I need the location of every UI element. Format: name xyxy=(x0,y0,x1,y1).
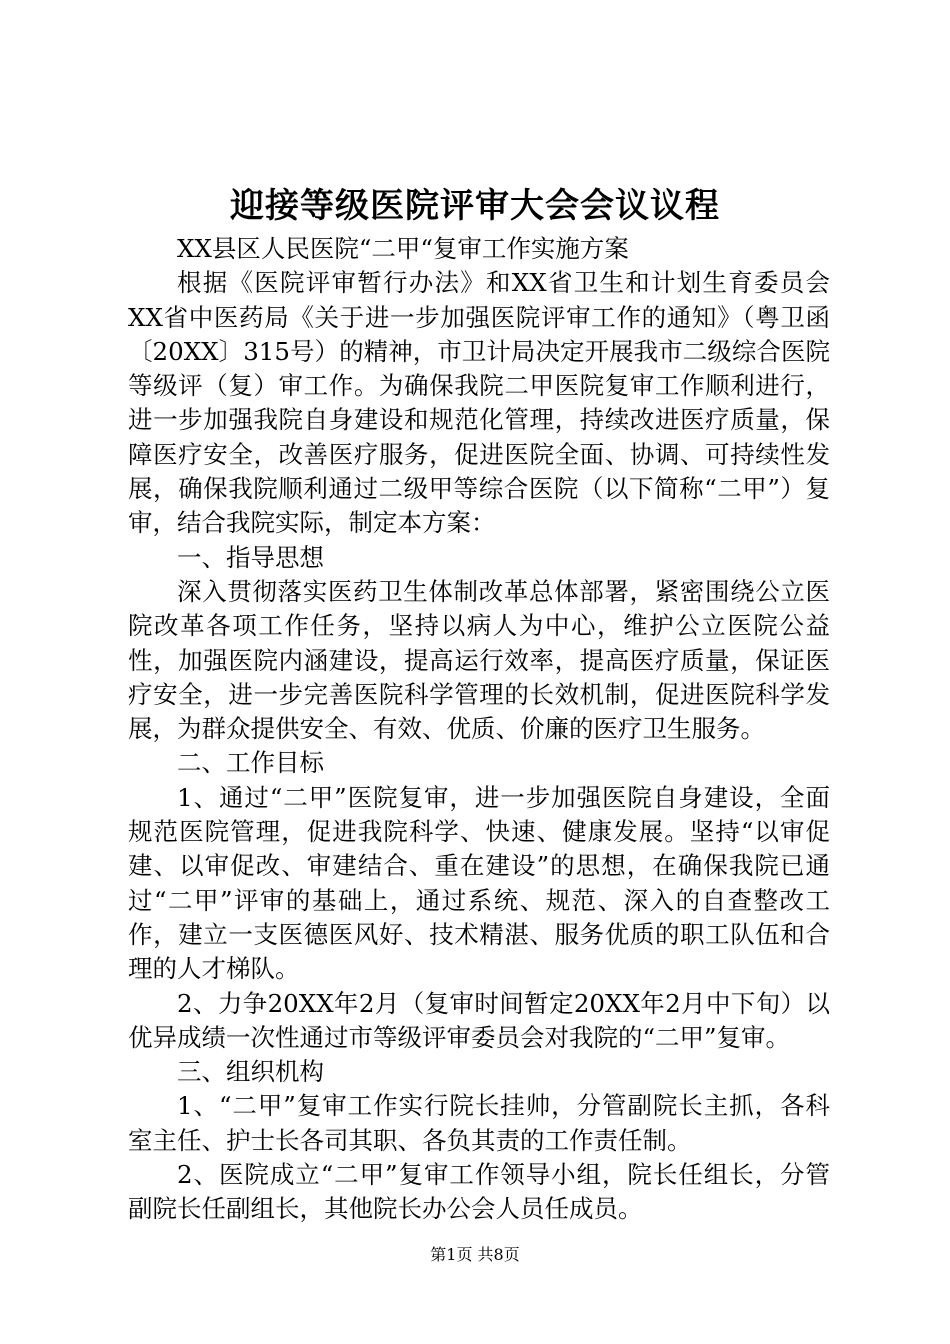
document-body xyxy=(128,232,830,1227)
paragraph-guiding-ideology: 深入贯彻落实医药卫生体制改革总体部署，紧密围绕公立医院改革各项工作任务，坚持以病人为中心，维护公立医院公益性，加强医院内涵建设，提高运行效率，提高医疗质量，保证医疗安全，进一步完善医院科学管理的长效机制，促进医院科学发展，为群众提供安全、有效、优质、价廉的医疗卫生服务。 xyxy=(128,576,830,744)
section-heading-work-goals: 二、工作目标 xyxy=(177,748,324,778)
paragraph-organization-2: 2、医院成立“二甲”复审工作领导小组，院长任组长，分管副院长任副组长，其他院长办公会人员任成员。 xyxy=(128,1160,830,1224)
paragraph-organization-1: 1、“二甲”复审工作实行院长挂帅，分管副院长主抓，各科室主任、护士长各司其职、各负其责的工作责任制。 xyxy=(128,1091,830,1155)
section-heading-guiding-ideology: 一、指导思想 xyxy=(177,542,324,572)
page-footer: 第1页 共8页 xyxy=(430,1245,520,1264)
paragraph-intro: 根据《医院评审暂行办法》和XX省卫生和计划生育委员会XX省中医药局《关于进一步加强医院评审工作的通知》（粤卫函〔20XX〕315号）的精神，市卫计局决定开展我市二级综合医院等级评（复）审工作。为确保我院二甲医院复审工作顺利进行，进一步加强我院自身建设和规范化管理，持续改进医疗质量，保障医疗安全，改善医疗服务，促进医院全面、协调、可持续性发展，确保我院顺利通过二级甲等综合医院（以下简称“二甲”）复审，结合我院实际，制定本方案： xyxy=(128,268,830,538)
paragraph-subtitle: XX县区人民医院“二甲“复审工作实施方案 xyxy=(177,234,629,263)
paragraph-goal-1: 1、通过“二甲”医院复审，进一步加强医院自身建设，全面规范医院管理，促进我院科学、快速、健康发展。坚持“以审促建、以审促改、审建结合、重在建设”的思想，在确保我院已通过“二甲”评审的基础上，通过系统、规范、深入的自查整改工作，建立一支医德医风好、技术精湛、服务优质的职工队伍和合理的人才梯队。 xyxy=(128,782,830,984)
paragraph-goal-2: 2、力争20XX年2月（复审时间暂定20XX年2月中下旬）以优异成绩一次性通过市等级评审委员会对我院的“二甲”复审。 xyxy=(128,988,830,1052)
section-heading-organization: 三、组织机构 xyxy=(177,1057,324,1087)
document-title: 迎接等级医院评审大会会议议程 xyxy=(230,186,720,226)
